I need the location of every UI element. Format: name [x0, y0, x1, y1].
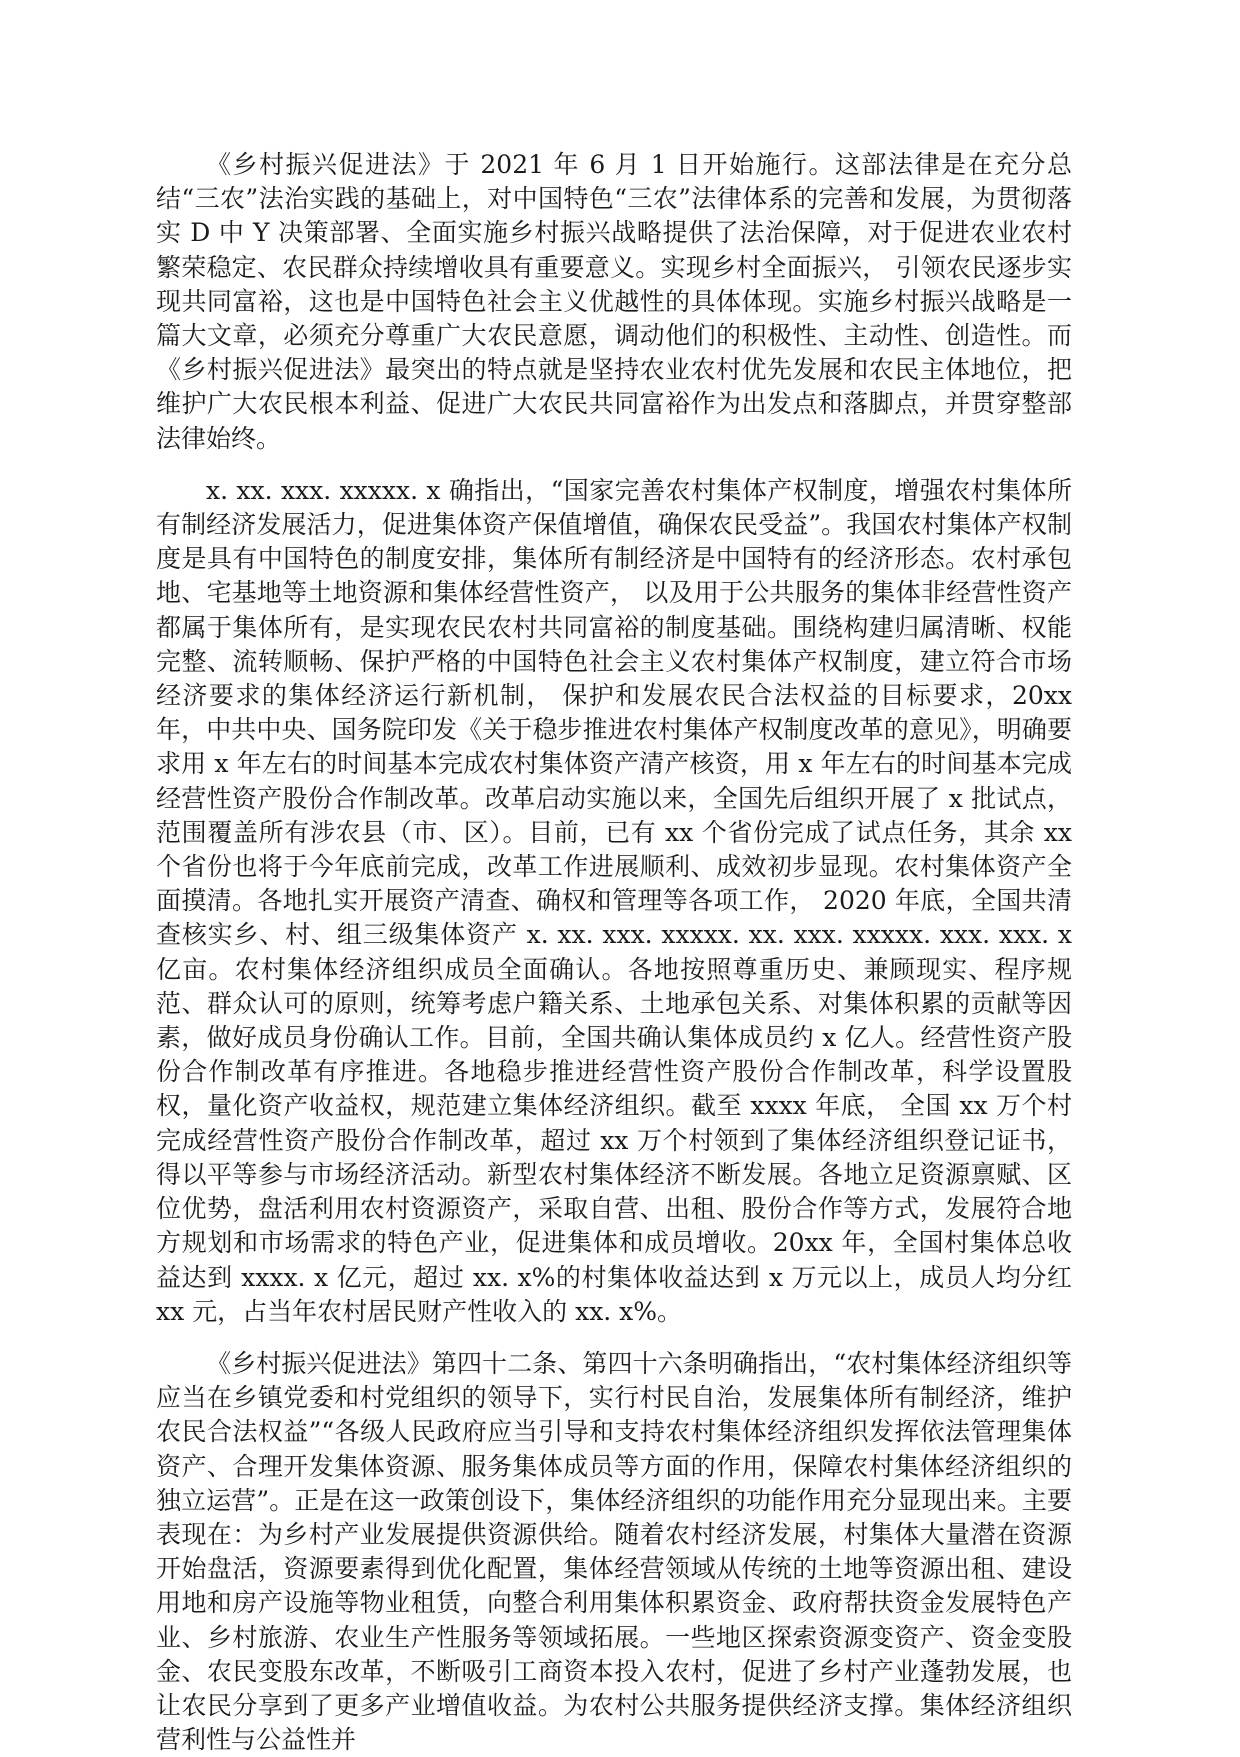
paragraph-collective-property: x. xx. xxx. xxxxx. x 确指出，“国家完善农村集体产权制度，增强农村集体所有制经济发展活力，促进集体资产保值增值，确保农民受益”。我国农村集体产权制度是具有中国特色的制度安排，集体所有制经济是中国特有的经济形态。农村承包地、宅基地等土地资源和集体经营性资产， 以及用于公共服务的集体非经营性资产都属于集体所有，是实现农民农村共同富裕的制度基础。围绕构建归属清晰、权能完整、流转顺畅、保护严格的中国特色社会主义农村集体产权制度，建立符合市场经济要求的集体经济运行新机制， 保护和发展农民合法权益的目标要求，20xx 年，中共中央、国务院印发《关于稳步推进农村集体产权制度改革的意见》，明确要求用 x 年左右的时间基本完成农村集体资产清产核资，用 x 年左右的时间基本完成经营性资产股份合作制改革。改革启动实施以来，全国先后组织开展了 x 批试点，范围覆盖所有涉农县（市、区）。目前，已有 xx 个省份完成了试点任务，其余 xx 个省份也将于今年底前完成，改革工作进展顺利、成效初步显现。农村集体资产全面摸清。各地扎实开展资产清查、确权和管理等各项工作， 2020 年底，全国共清查核实乡、村、组三级集体资产 x. xx. xxx. xxxxx. xx. xxx. xxxxx. xxx. xxx. x 亿亩。农村集体经济组织成员全面确认。各地按照尊重历史、兼顾现实、程序规范、群众认可的原则，统筹考虑户籍关系、土地承包关系、对集体积累的贡献等因素，做好成员身份确认工作。目前，全国共确认集体成员约 x 亿人。经营性资产股份合作制改革有序推进。各地稳步推进经营性资产股份合作制改革，科学设置股权，量化资产收益权，规范建立集体经济组织。截至 xxxx 年底， 全国 xx 万个村完成经营性资产股份合作制改革，超过 xx 万个村领到了集体经济组织登记证书，得以平等参与市场经济活动。新型农村集体经济不断发展。各地立足资源禀赋、区位优势，盘活利用农村资源资产，采取自营、出租、股份合作等方式，发展符合地方规划和市场需求的特色产业，促进集体和成员增收。20xx 年，全国村集体总收益达到 xxxx. x 亿元，超过 xx. x%的村集体收益达到 x 万元以上，成员人均分红 xx 元，占当年农村居民财产性收入的 xx. x%。 [156, 475, 1072, 1326]
paragraph-intro: 《乡村振兴促进法》于 2021 年 6 月 1 日开始施行。这部法律是在充分总结“三农”法治实践的基础上，对中国特色“三农”法律体系的完善和发展，为贯彻落实 D 中 Y 决策部署、全面实施乡村振兴战略提供了法治保障，对于促进农业农村繁荣稳定、农民群众持续增收具有重要意义。实现乡村全面振兴， 引领农民逐步实现共同富裕，这也是中国特色社会主义优越性的具体体现。实施乡村振兴战略是一篇大文章，必须充分尊重广大农民意愿，调动他们的积极性、主动性、创造性。而《乡村振兴促进法》最突出的特点就是坚持农业农村优先发展和农民主体地位，把维护广大农民根本利益、促进广大农民共同富裕作为出发点和落脚点，并贯穿整部法律始终。 [156, 150, 1072, 453]
document-body [156, 148, 1072, 1757]
paragraph-collective-economy: 《乡村振兴促进法》第四十二条、第四十六条明确指出，“农村集体经济组织等应当在乡镇党委和村党组织的领导下，实行村民自治，发展集体所有制经济，维护农民合法权益”“各级人民政府应当引导和支持农村集体经济组织发挥依法管理集体资产、合理开发集体资源、服务集体成员等方面的作用，保障农村集体经济组织的独立运营”。正是在这一政策创设下，集体经济组织的功能作用充分显现出来。主要表现在：为乡村产业发展提供资源供给。随着农村经济发展，村集体大量潜在资源开始盘活，资源要素得到优化配置，集体经营领域从传统的土地等资源出租、建设用地和房产设施等物业租赁，向整合利用集体积累资金、政府帮扶资金发展特色产业、乡村旅游、农业生产性服务等领域拓展。一些地区探索资源变资产、资金变股金、农民变股东改革，不断吸引工商资本投入农村，促进了乡村产业蓬勃发展，也让农民分享到了更多产业增值收益。为农村公共服务提供经济支撑。集体经济组织营利性与公益性并 [156, 1348, 1072, 1755]
